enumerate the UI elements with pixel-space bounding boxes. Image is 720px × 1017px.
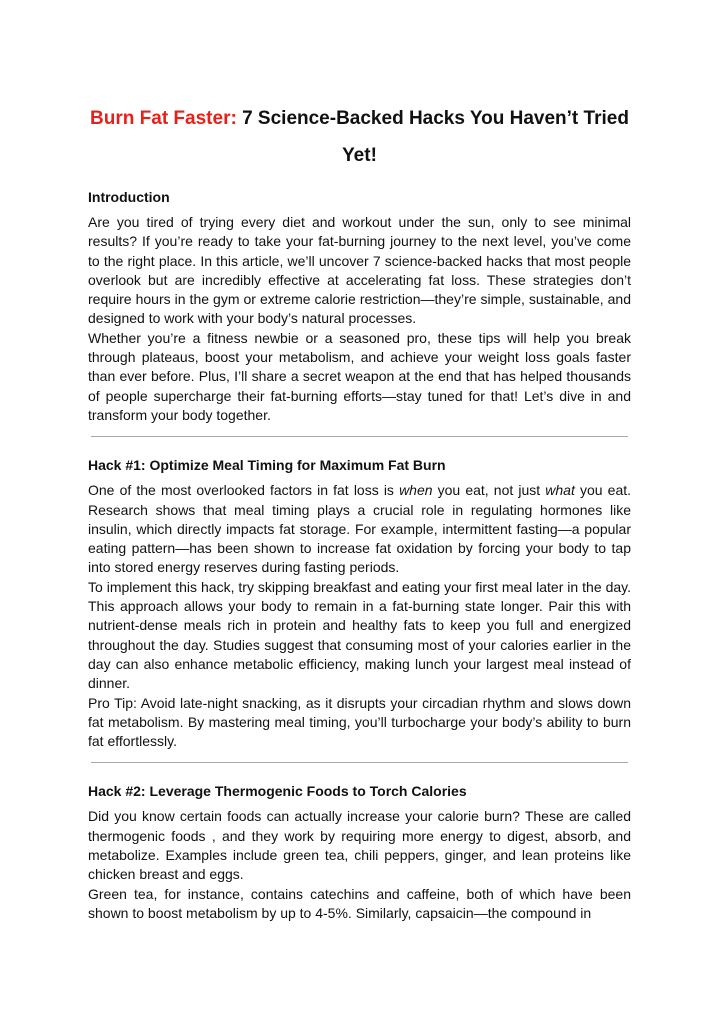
title-rest: 7 Science-Backed Hacks You Haven’t Tried Yet!: [236, 108, 629, 166]
hack2-section: [88, 781, 631, 923]
intro-section: [88, 187, 631, 425]
hack1-p1-emphasis-what: what: [545, 482, 575, 499]
hack1-p1-text-b: you eat, not just: [432, 482, 546, 499]
intro-paragraph-1: Are you tired of trying every diet and workout under the sun, only to see minimal results? If you’re ready to take your fat-burning journey to the next level, you’ve come to the right place. In this article, we’ll uncover 7 science-backed hacks that most people overlook but are incredibly effective at accelerating fat loss. These strategies don’t require hours in the gym or extreme calorie restriction—they’re simple, sustainable, and designed to work with your body’s natural processes.: [88, 214, 631, 327]
intro-heading: Introduction: [88, 189, 170, 205]
article-title: [88, 98, 631, 174]
document-page: [88, 98, 631, 923]
hack1-paragraph-1: [88, 481, 631, 577]
hack1-paragraph-3: Pro Tip: Avoid late-night snacking, as it disrupts your circadian rhythm and slows down fat metabolism. By mastering meal timing, you’ll turbocharge your body’s ability to burn fat effortlessly.: [88, 694, 631, 750]
hack2-paragraph-1: Did you know certain foods can actually increase your calorie burn? These are called thermogenic foods , and they work by requiring more energy to digest, absorb, and metabolize. Examples include green tea, chili peppers, ginger, and lean proteins like chicken breast and eggs.: [88, 808, 631, 883]
section-divider: [91, 762, 628, 763]
hack2-paragraph-2: Green tea, for instance, contains catechins and caffeine, both of which have been shown to boost metabolism by up to 4-5%. Similarly, capsaicin—the compound in: [88, 885, 631, 921]
section-divider: [91, 436, 628, 437]
hack1-paragraph-2: To implement this hack, try skipping breakfast and eating your first meal later in the day. This approach allows your body to remain in a fat-burning state longer. Pair this with nutrient-dense meals rich in protein and healthy fats to keep you full and energized throughout the day. Studies suggest that consuming most of your calories earlier in the day can also enhance metabolic efficiency, making lunch your largest meal instead of dinner.: [88, 578, 631, 692]
hack1-p1-text-a: One of the most overlooked factors in fat loss is: [88, 482, 400, 499]
hack1-p1-text-c: you eat. Research shows that meal timing plays a crucial role in regulating hormones like insulin, which directly impacts fat storage. For example, intermittent fasting—a popular eating pattern—has been shown to increase fat oxidation by forcing your body to tap into stored energy reserves during fasting periods.: [88, 482, 632, 576]
intro-paragraph-2: Whether you’re a fitness newbie or a seasoned pro, these tips will help you break through plateaus, boost your metabolism, and achieve your weight loss goals faster than ever before. Plus, I’ll share a secret weapon at the end that has helped thousands of people supercharge their fat-burning efforts—stay tuned for that! Let’s dive in and transform your body together.: [88, 329, 631, 423]
hack1-section: [88, 455, 631, 751]
hack1-p1-emphasis-when: when: [399, 482, 433, 499]
title-accent: Burn Fat Faster:: [90, 108, 237, 129]
hack1-heading: Hack #1: Optimize Meal Timing for Maximum Fat Burn: [88, 457, 446, 474]
hack2-heading: Hack #2: Leverage Thermogenic Foods to Torch Calories: [88, 783, 467, 800]
